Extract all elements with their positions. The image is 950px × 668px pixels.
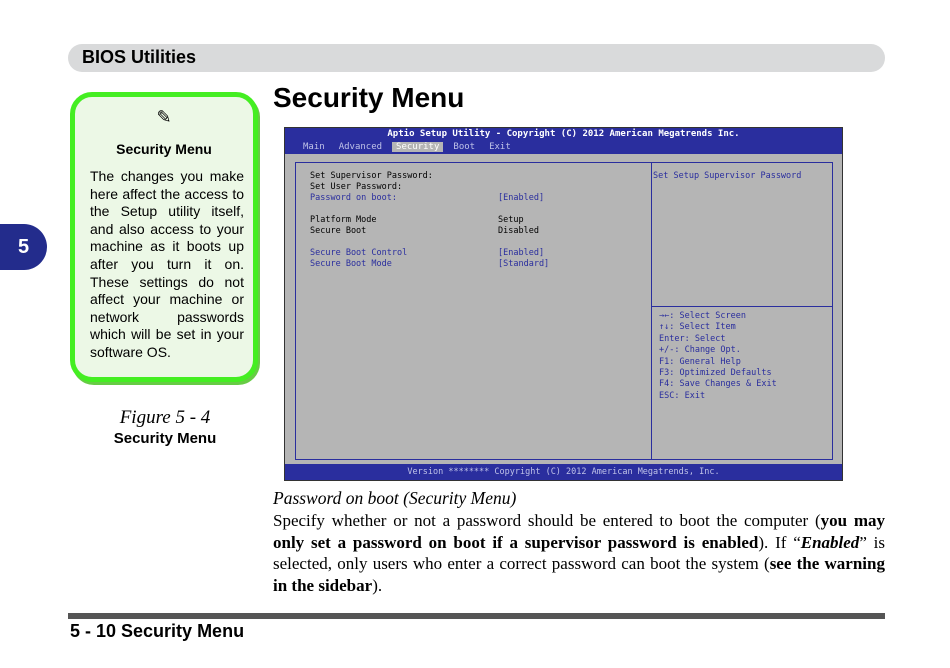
body-text: Specify whether or not a password should be entered to boot the computer ( bbox=[273, 511, 821, 530]
page-title: Security Menu bbox=[273, 82, 465, 113]
bios-tabs bbox=[299, 142, 521, 152]
bios-key-legend bbox=[659, 311, 777, 402]
bios-row-value: [Enabled] bbox=[498, 193, 545, 203]
sidebar-note bbox=[70, 92, 258, 382]
body-bold-italic-text: Enabled bbox=[800, 532, 860, 552]
page-footer: 5 - 10 Security Menu bbox=[70, 621, 245, 641]
chapter-tab bbox=[0, 224, 47, 270]
bios-help-text: Set Setup Supervisor Password bbox=[653, 171, 802, 181]
footer-rule bbox=[68, 613, 885, 619]
bios-tab-security[interactable]: Security bbox=[392, 142, 443, 152]
bios-key-item: ESC: Exit bbox=[659, 390, 706, 401]
bios-divider bbox=[651, 163, 652, 459]
body-text: ). If “ bbox=[758, 532, 801, 552]
bios-row-label: Secure Boot Mode bbox=[310, 259, 392, 269]
bios-title: Aptio Setup Utility - Copyright (C) 2012 American Megatrends Inc. bbox=[387, 129, 740, 139]
bios-tab-main[interactable]: Main bbox=[303, 142, 325, 152]
bios-row-label: Password on boot: bbox=[310, 193, 397, 203]
bios-tab-advanced[interactable]: Advanced bbox=[338, 142, 383, 152]
bios-footer: Version ******** Copyright (C) 2012 American Megatrends, Inc. bbox=[285, 464, 842, 480]
bios-row-label: Set User Password: bbox=[310, 182, 403, 192]
bios-key-item: ↑↓: Select Item bbox=[659, 322, 736, 333]
body-bold-text: you may only set a password on boot if a supervisor password is enabled bbox=[273, 511, 885, 552]
bios-tab-boot[interactable]: Boot bbox=[453, 142, 476, 152]
bios-key-item: F3: Optimized Defaults bbox=[659, 368, 772, 379]
pencil-icon: ✎ bbox=[156, 107, 172, 127]
bios-row-value: [Standard] bbox=[498, 259, 550, 269]
bios-main-panel bbox=[295, 162, 833, 460]
bios-key-item: +/-: Change Opt. bbox=[659, 345, 741, 356]
body-bold-text: see the warning in the sidebar bbox=[273, 554, 885, 595]
sidebar-heading: Security Menu bbox=[116, 141, 212, 157]
section-heading: Password on boot (Security Menu) bbox=[273, 488, 517, 508]
bios-divider bbox=[651, 306, 832, 307]
body-text: ). bbox=[372, 575, 383, 595]
bios-row-label: Secure Boot Control bbox=[310, 248, 408, 258]
bios-row-value: Setup bbox=[498, 215, 524, 225]
bios-key-item: F1: General Help bbox=[659, 356, 741, 367]
bios-tab-exit[interactable]: Exit bbox=[489, 142, 511, 152]
bios-key-item: F4: Save Changes & Exit bbox=[659, 379, 777, 390]
bios-row-value: Disabled bbox=[498, 226, 539, 236]
body-paragraph bbox=[273, 510, 885, 596]
bios-key-item: Enter: Select bbox=[659, 333, 726, 344]
bios-row-label: Set Supervisor Password: bbox=[310, 171, 433, 181]
body-text: ” is selected, only users who enter a correct password can boot the system ( bbox=[273, 532, 885, 574]
header-bar bbox=[68, 44, 885, 72]
bios-screenshot bbox=[284, 127, 843, 481]
chapter-number: 5 bbox=[17, 235, 30, 258]
header-title: BIOS Utilities bbox=[82, 47, 197, 67]
bios-row-value: [Enabled] bbox=[498, 248, 545, 258]
figure-number: Figure 5 - 4 bbox=[119, 407, 211, 428]
figure-title: Security Menu bbox=[113, 430, 217, 447]
bios-key-item: →←: Select Screen bbox=[659, 311, 746, 321]
bios-top-bar bbox=[285, 128, 842, 154]
sidebar-text: The changes you make here affect the access to the Setup utility itself, and also access to your machine as it boots up after you turn it on. These settings do not affect your machine or network passwords which will be set in your software OS. bbox=[90, 168, 244, 360]
bios-row-label: Platform Mode bbox=[310, 215, 377, 225]
bios-row-label: Secure Boot bbox=[310, 226, 367, 236]
